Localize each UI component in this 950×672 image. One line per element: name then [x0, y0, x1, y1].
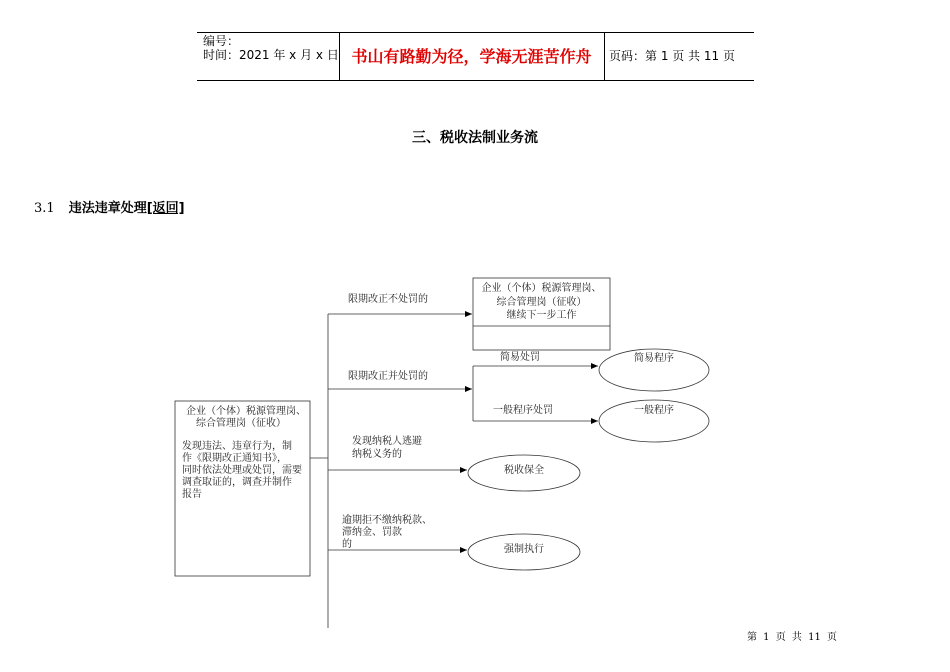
source-role-line1: 企业（个体）税源管理岗、	[186, 406, 306, 417]
section-title: 违法违章处理	[68, 201, 147, 216]
simple-label: 简易处罚	[500, 352, 540, 363]
general-node-label: 一般程序	[634, 405, 674, 416]
source-desc-line2: 作《限期改正通知书》，	[182, 453, 287, 464]
section-number: 3.1	[34, 201, 55, 216]
target-line1: 企业（个体）税源管理岗、	[481, 283, 602, 294]
page-title: 三、税收法制业务流	[412, 130, 538, 146]
header-page-info: 页码：第 1 页 共 11 页	[609, 49, 735, 63]
branch4-label-line3: 的	[342, 539, 352, 550]
footer-page-number: 第 1 页 共 11 页	[747, 632, 837, 643]
target-line3: 继续下一步工作	[506, 310, 577, 321]
source-desc-line1: 发现违法、违章行为，制	[182, 441, 292, 452]
header-date: 时间：2021 年 x 月 x 日	[203, 48, 339, 62]
branch4-label-line1: 逾期拒不缴纳税款、	[342, 515, 432, 526]
enforce-node-label: 强制执行	[504, 544, 544, 555]
source-desc-line5: 报告	[182, 489, 202, 500]
branch4-label-line2: 滞纳金、罚款	[342, 527, 402, 538]
header-motto: 书山有路勤为径，学海无涯苦作舟	[351, 47, 592, 66]
source-desc-line3: 同时依法处理或处罚，需要	[182, 465, 302, 476]
branch1-label: 限期改正不处罚的	[348, 294, 428, 305]
branch3-label-line1: 发现纳税人逃避	[352, 436, 422, 447]
header-number-label: 编号：	[203, 34, 240, 48]
branch2-label: 限期改正并处罚的	[348, 371, 428, 382]
target-line2: 综合管理岗（征收）	[496, 297, 587, 308]
source-desc-line4: 调查取证的，调查并制作	[182, 477, 292, 488]
branch3-label-line2: 纳税义务的	[352, 449, 402, 460]
back-link[interactable]: [返回]	[146, 201, 185, 216]
general-label: 一般程序处罚	[493, 405, 553, 416]
source-role-line2: 综合管理岗（征收）	[196, 418, 286, 429]
preserve-node-label: 税收保全	[504, 465, 544, 476]
simple-node-label: 简易程序	[634, 353, 674, 364]
